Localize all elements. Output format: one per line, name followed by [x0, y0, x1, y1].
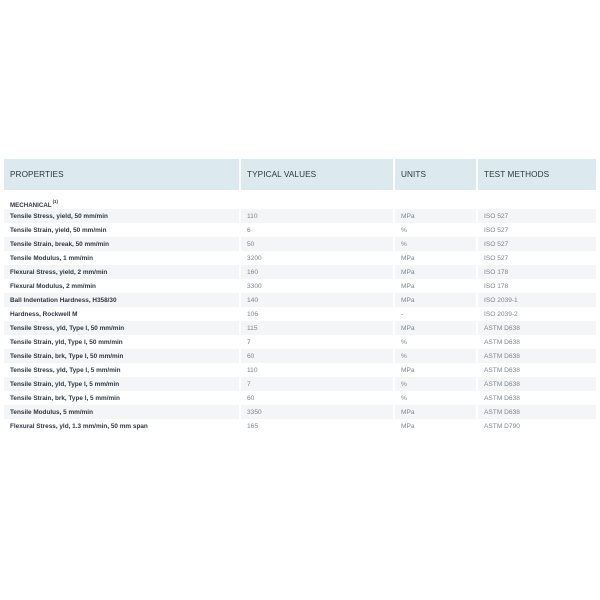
header-test-methods: TEST METHODS: [477, 159, 596, 190]
header-row: [4, 159, 596, 190]
table-row: [4, 265, 596, 279]
unit-cell: MPa: [394, 293, 477, 307]
section-row-mechanical: [4, 190, 596, 209]
table-body: [4, 190, 596, 433]
test-method-cell: ASTM D638: [477, 349, 596, 363]
property-cell: Tensile Strain, yld, Type I, 50 mm/min: [4, 335, 240, 349]
table-row: [4, 363, 596, 377]
test-method-cell: ASTM D638: [477, 391, 596, 405]
table-row: [4, 335, 596, 349]
property-cell: Tensile Strain, brk, Type I, 50 mm/min: [4, 349, 240, 363]
test-method-cell: ASTM D638: [477, 405, 596, 419]
table-row: [4, 279, 596, 293]
unit-cell: -: [394, 307, 477, 321]
test-method-cell: ASTM D790: [477, 419, 596, 433]
header-properties: PROPERTIES: [4, 159, 240, 190]
table-row: [4, 307, 596, 321]
value-cell: 60: [240, 349, 394, 363]
test-method-cell: ISO 178: [477, 279, 596, 293]
unit-cell: %: [394, 377, 477, 391]
value-cell: 106: [240, 307, 394, 321]
value-cell: 7: [240, 377, 394, 391]
property-cell: Flexural Stress, yield, 2 mm/min: [4, 265, 240, 279]
unit-cell: MPa: [394, 251, 477, 265]
table-row: [4, 377, 596, 391]
property-cell: Tensile Stress, yld, Type I, 5 mm/min: [4, 363, 240, 377]
table-row: [4, 237, 596, 251]
unit-cell: %: [394, 349, 477, 363]
test-method-cell: ISO 527: [477, 237, 596, 251]
table-row: [4, 321, 596, 335]
value-cell: 110: [240, 363, 394, 377]
section-label: MECHANICAL: [10, 202, 52, 209]
unit-cell: MPa: [394, 405, 477, 419]
test-method-cell: ISO 2039-2: [477, 307, 596, 321]
unit-cell: %: [394, 335, 477, 349]
property-cell: Tensile Stress, yield, 50 mm/min: [4, 209, 240, 223]
test-method-cell: ASTM D638: [477, 363, 596, 377]
property-cell: Tensile Modulus, 1 mm/min: [4, 251, 240, 265]
unit-cell: %: [394, 391, 477, 405]
property-cell: Tensile Stress, yld, Type I, 50 mm/min: [4, 321, 240, 335]
table-row: [4, 391, 596, 405]
value-cell: 140: [240, 293, 394, 307]
section-label-cell: [4, 190, 596, 209]
value-cell: 50: [240, 237, 394, 251]
table-row: [4, 405, 596, 419]
value-cell: 3300: [240, 279, 394, 293]
table-row: [4, 209, 596, 223]
unit-cell: MPa: [394, 419, 477, 433]
header-units: UNITS: [394, 159, 477, 190]
table-row: [4, 251, 596, 265]
properties-table: [4, 159, 596, 433]
value-cell: 60: [240, 391, 394, 405]
unit-cell: MPa: [394, 363, 477, 377]
test-method-cell: ISO 178: [477, 265, 596, 279]
test-method-cell: ASTM D638: [477, 377, 596, 391]
value-cell: 165: [240, 419, 394, 433]
test-method-cell: ASTM D638: [477, 335, 596, 349]
property-cell: Tensile Strain, break, 50 mm/min: [4, 237, 240, 251]
test-method-cell: ISO 527: [477, 251, 596, 265]
property-cell: Tensile Strain, yield, 50 mm/min: [4, 223, 240, 237]
table-header: [4, 159, 596, 190]
value-cell: 115: [240, 321, 394, 335]
value-cell: 3200: [240, 251, 394, 265]
unit-cell: %: [394, 237, 477, 251]
property-cell: Hardness, Rockwell M: [4, 307, 240, 321]
unit-cell: %: [394, 223, 477, 237]
value-cell: 160: [240, 265, 394, 279]
property-cell: Flexural Modulus, 2 mm/min: [4, 279, 240, 293]
test-method-cell: ISO 527: [477, 209, 596, 223]
table-row: [4, 293, 596, 307]
table-row: [4, 223, 596, 237]
test-method-cell: ISO 2039-1: [477, 293, 596, 307]
value-cell: 110: [240, 209, 394, 223]
test-method-cell: ISO 527: [477, 223, 596, 237]
property-cell: Tensile Modulus, 5 mm/min: [4, 405, 240, 419]
property-cell: Tensile Strain, brk, Type I, 5 mm/min: [4, 391, 240, 405]
value-cell: 6: [240, 223, 394, 237]
value-cell: 3350: [240, 405, 394, 419]
property-cell: Ball Indentation Hardness, H358/30: [4, 293, 240, 307]
property-cell: Tensile Strain, yld, Type I, 5 mm/min: [4, 377, 240, 391]
table-row: [4, 349, 596, 363]
table-row: [4, 419, 596, 433]
section-footnote: (1): [52, 199, 58, 204]
value-cell: 7: [240, 335, 394, 349]
unit-cell: MPa: [394, 279, 477, 293]
property-cell: Flexural Stress, yld, 1.3 mm/min, 50 mm span: [4, 419, 240, 433]
unit-cell: MPa: [394, 265, 477, 279]
header-typical-values: TYPICAL VALUES: [240, 159, 394, 190]
unit-cell: MPa: [394, 321, 477, 335]
test-method-cell: ASTM D638: [477, 321, 596, 335]
unit-cell: MPa: [394, 209, 477, 223]
